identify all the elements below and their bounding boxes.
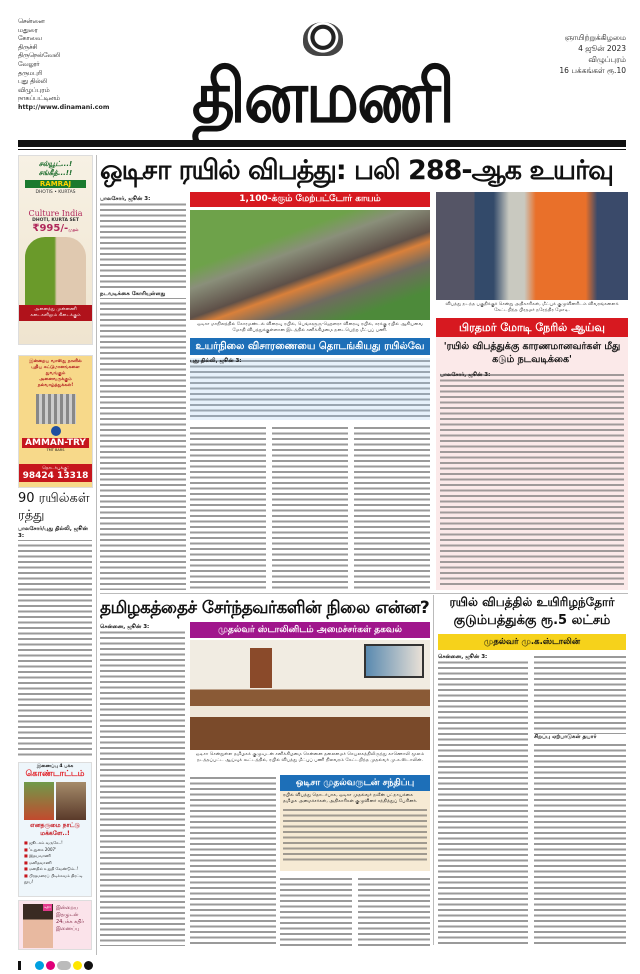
compensation-headline-line1: ரயில் விபத்தில் உயிரிழந்தோர்: [449, 595, 615, 609]
ad-brand: AMMAN-TRY: [22, 438, 89, 448]
supplement-items: [19, 838, 91, 888]
trains-cancelled-headline: 90 ரயில்கள் ரத்து: [18, 491, 90, 523]
list-item: ■ ஜூடகம் வருகே..!: [24, 840, 63, 845]
kadir-supplement-ad[interactable]: [18, 900, 92, 950]
dateline: சென்னை, ஜூன் 3:: [100, 624, 185, 631]
modi-visit-photo: [436, 192, 628, 300]
newspaper-logo: [175, 22, 470, 144]
edition: மதுரை: [18, 26, 38, 34]
models-image: [25, 237, 86, 305]
ad-brand: RAMRAJ: [25, 180, 86, 188]
supplement-photos: [24, 782, 86, 820]
accident-photo-caption: ஒடிசா மாநிலத்தில் கோரமண்டல் விரைவு ரயில், பெங்களூரு-ஹௌரா விரைவு ரயில், சரக்கு ரயில் ஆகியவை மோதி விபத்துக்குள்ளான இடத்தில் சனிக்கிழமை நடைபெற்ற மீட்புப் பணி.: [197, 322, 423, 333]
edition: திருநெல்வேலி: [18, 52, 61, 60]
list-item: ■ மனிதவாணி: [24, 859, 52, 865]
modi-subhead: 'ரயில் விபத்துக்கு காரணமானவர்கள் மீது கடும் நடவடிக்கை': [443, 341, 621, 365]
lead-story-body: [100, 196, 186, 590]
ad-sub: DHOTIS • KURTAS: [35, 190, 76, 195]
modi-banner: பிரதமர் மோடி நேரில் ஆய்வு: [436, 318, 628, 337]
supplement-title: கொண்டாட்டம்: [25, 769, 85, 779]
price: ₹995/-: [32, 223, 69, 234]
issue-pages-price: 16 பக்கங்கள் ரூ.10: [559, 66, 626, 75]
supplement-note: இணைப்பு 4 பக்க: [36, 764, 74, 769]
inquiry-headline: உயர்நிலை விசாரணையை தொடங்கியது ரயில்வே: [190, 338, 430, 355]
edition: சென்னை: [18, 18, 45, 25]
ramraj-ad[interactable]: [18, 155, 93, 345]
price-note: முதல்: [68, 227, 79, 232]
door: [250, 648, 272, 688]
dateline: சென்னை, ஜூன் 3:: [438, 654, 528, 661]
accident-photo: [190, 210, 430, 320]
dateline: பாலசோர்/புது தில்லி, ஜூன் 3:: [18, 526, 92, 540]
lead-story-continued-col: [272, 425, 348, 590]
odisha-cm-box: [280, 791, 430, 871]
edition: கோவை: [18, 35, 42, 43]
lead-story-continued-col: [354, 425, 430, 590]
contact-phone: 98424 13318: [22, 471, 89, 481]
ad-contact: [19, 464, 92, 482]
issue-info: [559, 32, 626, 76]
list-item: ■ மனதில் உறுதி வேண்டும்..!: [24, 866, 79, 871]
kadir-text: இன்றைய இதழுடன் 24பக்க கதிர் இணைப்பு: [56, 905, 84, 932]
stalin-photo-caption: ஒடிசா சென்றுள்ள தமிழகக் குழுவுடன் சனிக்கிழமை சென்னை தலைமைச் செயலகத்திலிருந்து காணொலி மூலம் நடத்தப்பட்ட ஆய்வுக் கூட்டத்தில், ரயில் விபத்து மீட்புப் பணி நிலவரம் கேட்டறிந்த முதல்வர் மு.க.ஸ்டாலின்.: [195, 752, 425, 763]
dateline: பாலசோர், ஜூன் 3:: [100, 196, 186, 203]
tn-story-body-col4: [358, 876, 430, 946]
injured-banner: 1,100-க்கும் மேற்பட்டோர் காயம்: [190, 192, 430, 207]
issue-day: ஞாயிற்றுக்கிழமை: [564, 33, 626, 42]
steel-bars-image: [36, 394, 76, 424]
ad-tagline: சங்கீத்...!!: [38, 169, 73, 177]
tn-story-headline: தமிழகத்தைச் சேர்ந்தவர்களின் நிலை என்ன?: [100, 598, 430, 618]
edition-list: [18, 18, 109, 113]
edition: தருமபுரி: [18, 69, 43, 77]
amman-logo-icon: [51, 426, 61, 436]
compensation-banner: முதல்வர் மு.க.ஸ்டாலின்: [438, 634, 626, 650]
edition: விழுப்புரம்: [18, 86, 50, 94]
ad-tagline: சல்யூட்...!: [38, 160, 73, 168]
ad-footer: அனைத்து முன்னணி கடைகளிலும் கிடைக்கும்: [19, 305, 92, 321]
compensation-body-col2: [534, 654, 626, 946]
tn-story-body-col2: [190, 775, 276, 945]
dateline: புது தில்லி, ஜூன் 3:: [190, 358, 242, 364]
tn-story-body: [100, 624, 185, 946]
video-screen: [364, 644, 424, 678]
inquiry-body: [190, 358, 430, 420]
edition: வேலூர்: [18, 60, 40, 68]
masthead-rule: [18, 140, 626, 147]
main-headline: ஒடிசா ரயில் விபத்து: பலி 288-ஆக உயர்வு: [100, 155, 614, 186]
newspaper-title: தினமணி: [191, 53, 454, 139]
stalin-meeting-photo: [190, 640, 430, 750]
issue-edition: விழுப்புரம்: [588, 55, 626, 64]
odisha-cm-text: ரயில் விபத்து தொடர்பாக, ஒடிசா முதல்வர் நவீன் பட்நாயக்கை தமிழக அமைச்சர்கள், அதிகாரிகள் குழுவினர் சந்தித்துப் பேசினர்.: [283, 793, 418, 804]
tn-story-banner: முதல்வர் ஸ்டாலினிடம் அமைச்சர்கள் தகவல்: [190, 622, 430, 638]
kadir-badge: கதிர்: [44, 905, 51, 909]
color-registration-marks: [18, 955, 95, 974]
tn-story-body-col3: [280, 876, 352, 946]
subhead: சிறப்பு ஏற்பாடுகள் தயார்: [534, 734, 626, 741]
compensation-body-col1: [438, 654, 528, 946]
lead-story-continued-col: [190, 425, 266, 590]
contact-label: தொடர்புக்கு:: [42, 466, 69, 471]
ad-line: Culture India: [28, 209, 83, 218]
supplement-subtitle: எனதருமை நாட்டு மக்களே..!: [30, 822, 80, 837]
ad-price: [19, 223, 92, 234]
kondattam-supplement-ad[interactable]: [18, 762, 92, 897]
list-item: ■ இதயவாணி: [24, 853, 51, 858]
edition: நாகப்பட்டினம்: [18, 95, 60, 103]
issue-date: 4 ஜூன் 2023: [578, 44, 626, 53]
column-divider: [96, 155, 97, 955]
edition: புது தில்லி: [18, 78, 47, 86]
trains-cancelled-body: [18, 526, 92, 758]
column-divider: [433, 595, 434, 945]
lead-story-subhead: நடவடிக்கை கோரியுள்ளது: [100, 291, 186, 298]
ad-sub: TMT BARS: [46, 448, 65, 452]
odisha-cm-body: [283, 807, 427, 863]
compensation-headline-line2: குடும்பத்துக்கு ரூ.5 லட்சம்: [453, 613, 611, 628]
masthead-rule-thin: [18, 149, 626, 150]
modi-body: [440, 372, 624, 588]
emblem-icon: [303, 22, 343, 56]
ad-greeting: இன்றைய வாஸ்து நாளில் புதிய கட்டுமானங்களை துவங்கும் அனைவருக்கும் நல்வாழ்த்துக்கள்!: [29, 359, 82, 388]
list-item: ■ 'உதுகை 2007': [24, 846, 57, 852]
modi-photo-caption: விபத்து நடந்த பகுதிக்குச் சென்று அதிகாரிகள், மீட்புக் குழுவினரிடம் விவரங்களைக் கேட்டறிந்த பிரதமர் நரேந்திர மோடி.: [445, 302, 619, 313]
edition: திருச்சி: [18, 43, 38, 51]
dateline: பாலசோர், ஜூன் 3:: [440, 372, 491, 378]
ad-offer: DHOTI, KURTA SET: [32, 218, 79, 223]
list-item: ■ பிரதமரைப் பிடிக்கவும் திரட்டி தூய!: [24, 872, 83, 884]
odisha-cm-headline: ஒடிசா முதல்வருடன் சந்திப்பு: [280, 775, 430, 791]
website-link[interactable]: http://www.dinamani.com: [18, 103, 110, 111]
amman-try-ad[interactable]: [18, 355, 93, 488]
